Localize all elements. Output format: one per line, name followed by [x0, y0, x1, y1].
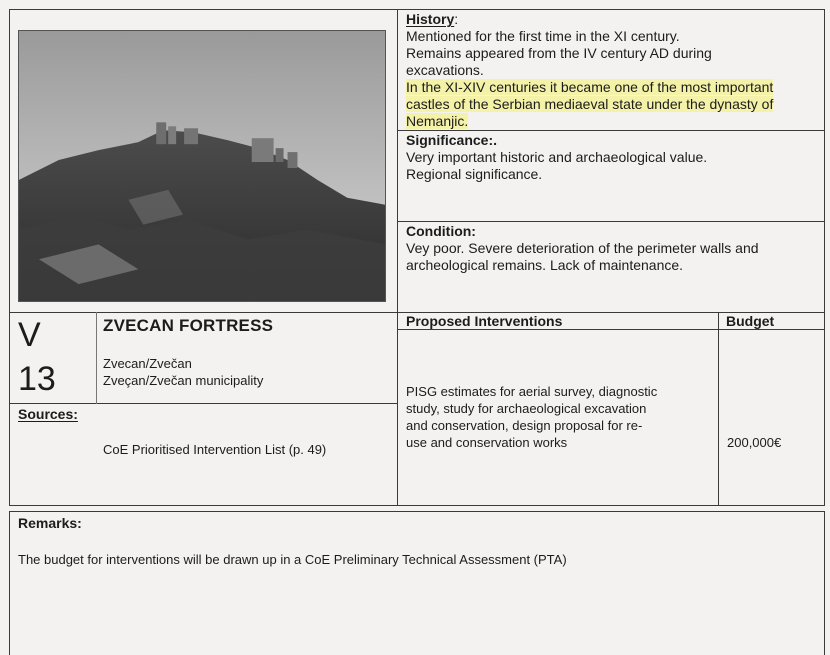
history-line: Remains appeared from the IV century AD during — [406, 45, 712, 61]
site-title: ZVECAN FORTRESS — [103, 316, 274, 335]
border-left — [9, 9, 10, 506]
site-code-number: 13 — [18, 360, 56, 398]
interventions-line: PISG estimates for aerial survey, diagnostic — [406, 384, 658, 399]
interventions-line: and conservation, design proposal for re- — [406, 418, 643, 433]
site-location-line: Zvecan/Zvečan — [103, 356, 192, 371]
divider-budget — [718, 312, 719, 506]
remarks-text: The budget for interventions will be drawn up in a CoE Preliminary Technical Assessment (PTA) — [18, 552, 567, 567]
history-label: History — [406, 11, 455, 27]
code-divider — [96, 312, 97, 404]
condition-line: Vey poor. Severe deterioration of the perimeter walls and — [406, 240, 759, 256]
condition-label: Condition: — [406, 223, 476, 239]
history-highlight-line: In the XI-XIV centuries it became one of the most important — [406, 79, 774, 95]
interventions-line: study, study for archaeological excavation — [406, 401, 647, 416]
divider-significance — [397, 221, 824, 222]
divider-vertical-main — [397, 9, 398, 506]
site-location-line: Zveçan/Zvečan municipality — [103, 373, 264, 388]
divider-history — [397, 130, 824, 131]
history-highlight-line: castles of the Serbian mediaeval state under the dynasty of — [406, 96, 774, 112]
significance-line: Regional significance. — [406, 166, 543, 182]
site-location — [103, 355, 263, 389]
condition-section — [406, 223, 820, 274]
interventions-line: use and conservation works — [406, 435, 568, 450]
interventions-text — [406, 383, 714, 451]
significance-label: Significance:. — [406, 132, 498, 148]
history-line: Mentioned for the first time in the XI century. — [406, 28, 680, 44]
remarks-border-right — [824, 511, 825, 655]
condition-line: archeological remains. Lack of maintenance. — [406, 257, 684, 273]
significance-section — [406, 132, 820, 183]
history-highlight-line: Nemanjic. — [406, 113, 469, 129]
border-right — [824, 9, 825, 506]
budget-header: Budget — [726, 313, 775, 329]
history-label-colon: : — [454, 11, 459, 27]
sources-label: Sources: — [18, 406, 78, 422]
history-line: excavations. — [406, 62, 484, 78]
remarks-border-top — [9, 511, 824, 512]
interventions-header: Proposed Interventions — [406, 313, 563, 329]
site-code-letter: V — [18, 316, 41, 354]
remarks-label: Remarks: — [18, 515, 82, 531]
history-section — [406, 11, 820, 130]
budget-value: 200,000€ — [727, 435, 782, 450]
border-bottom — [9, 505, 824, 506]
divider-sources — [9, 403, 397, 404]
fortress-photo — [18, 30, 386, 302]
sources-text: CoE Prioritised Intervention List (p. 49) — [103, 442, 327, 457]
significance-line: Very important historic and archaeological value. — [406, 149, 708, 165]
remarks-border-left — [9, 511, 10, 655]
border-top — [9, 9, 824, 10]
